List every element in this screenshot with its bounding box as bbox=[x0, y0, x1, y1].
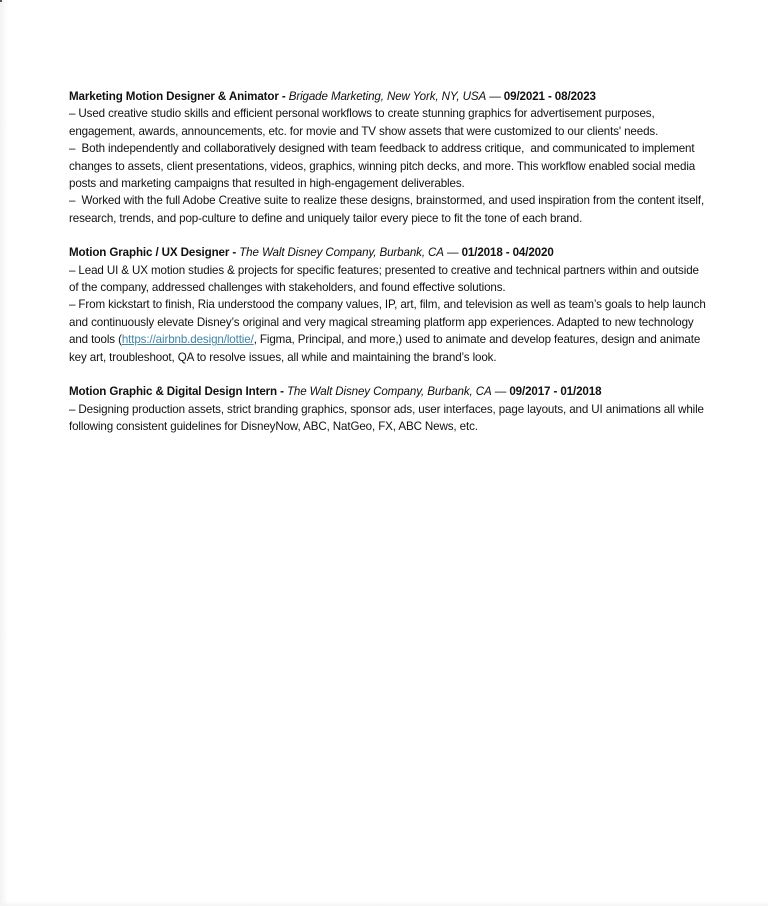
job-dates: 01/2018 - 04/2020 bbox=[461, 246, 554, 260]
corner-artifact bbox=[0, 0, 2, 2]
bullet-text-before-link: – From kickstart to finish, Ria understood the company values, IP, art, film, and television as well as team’s goals to help launch and continuously elevate Disney’s original and very magical streaming platform app experiences. Adapted to new technology and tools ( bbox=[69, 298, 709, 347]
job-entry-disney-intern bbox=[69, 383, 706, 435]
job-company: The Walt Disney Company, Burbank, CA bbox=[239, 246, 444, 260]
job-company: Brigade Marketing, New York, NY, USA bbox=[288, 90, 487, 103]
bullet-text-after-link: , Figma, Principal, and more,) used to animate and develop features, design and animate key art, troubleshoot, QA to resolve issues, all while and maintaining the brand’s look. bbox=[69, 333, 704, 364]
job-entry-brigade bbox=[69, 88, 706, 227]
job-title: Motion Graphic & Digital Design Intern bbox=[69, 385, 277, 399]
job-title: Marketing Motion Designer & Animator bbox=[69, 90, 279, 103]
job-heading: Motion Graphic / UX Designer - The Walt Disney Company, Burbank, CA — 01/2018 - 04/2020 bbox=[69, 246, 554, 260]
job-bullet-with-link bbox=[69, 296, 709, 366]
job-bullet: – Lead UI & UX motion studies & projects for specific features; presented to creative and technical partners within and outside of the company, addressed challenges with stakeholders, and found effective solutions. bbox=[69, 263, 702, 295]
job-bullet: – Used creative studio skills and efficient personal workflows to create stunning graphics for advertisement purposes, engagement, awards, announcements, etc. for movie and TV show assets that were customized to our clients' needs. bbox=[69, 107, 659, 138]
job-dates: 09/2017 - 01/2018 bbox=[509, 385, 602, 399]
job-bullet: – Designing production assets, strict branding graphics, sponsor ads, user interfaces, page layouts, and UI animations all while following consistent guidelines for DisneyNow, ABC, NatGeo, FX, ABC News, etc. bbox=[69, 402, 707, 433]
experience-section bbox=[69, 88, 709, 452]
job-title: Motion Graphic / UX Designer bbox=[69, 246, 230, 260]
job-entry-disney-designer bbox=[69, 244, 709, 366]
job-dates: 09/2021 - 08/2023 bbox=[503, 90, 596, 103]
job-bullet: – Worked with the full Adobe Creative suite to realize these designs, brainstormed, and used inspiration from the content itself, research, trends, and pop-culture to define and uniquely tailor every piece to fit the tone of each brand. bbox=[69, 194, 708, 225]
page-left-edge bbox=[0, 0, 8, 906]
job-heading: Motion Graphic & Digital Design Intern - The Walt Disney Company, Burbank, CA — 09/2017 - 01/2018 bbox=[69, 385, 602, 399]
lottie-link[interactable]: https://airbnb.design/lottie/ bbox=[121, 333, 254, 347]
page-bottom-edge bbox=[0, 901, 768, 906]
job-heading: Marketing Motion Designer & Animator - Brigade Marketing, New York, NY, USA — 09/2021 - 08/2023 bbox=[69, 90, 596, 103]
job-bullet: – Both independently and collaboratively designed with team feedback to address critique, and communicated to implement changes to assets, client presentations, videos, graphics, winning pitch decks, and more. This workflow enabled social media posts and marketing campaigns that resulted in high-engagement deliverables. bbox=[69, 142, 699, 191]
job-company: The Walt Disney Company, Burbank, CA bbox=[286, 385, 492, 399]
